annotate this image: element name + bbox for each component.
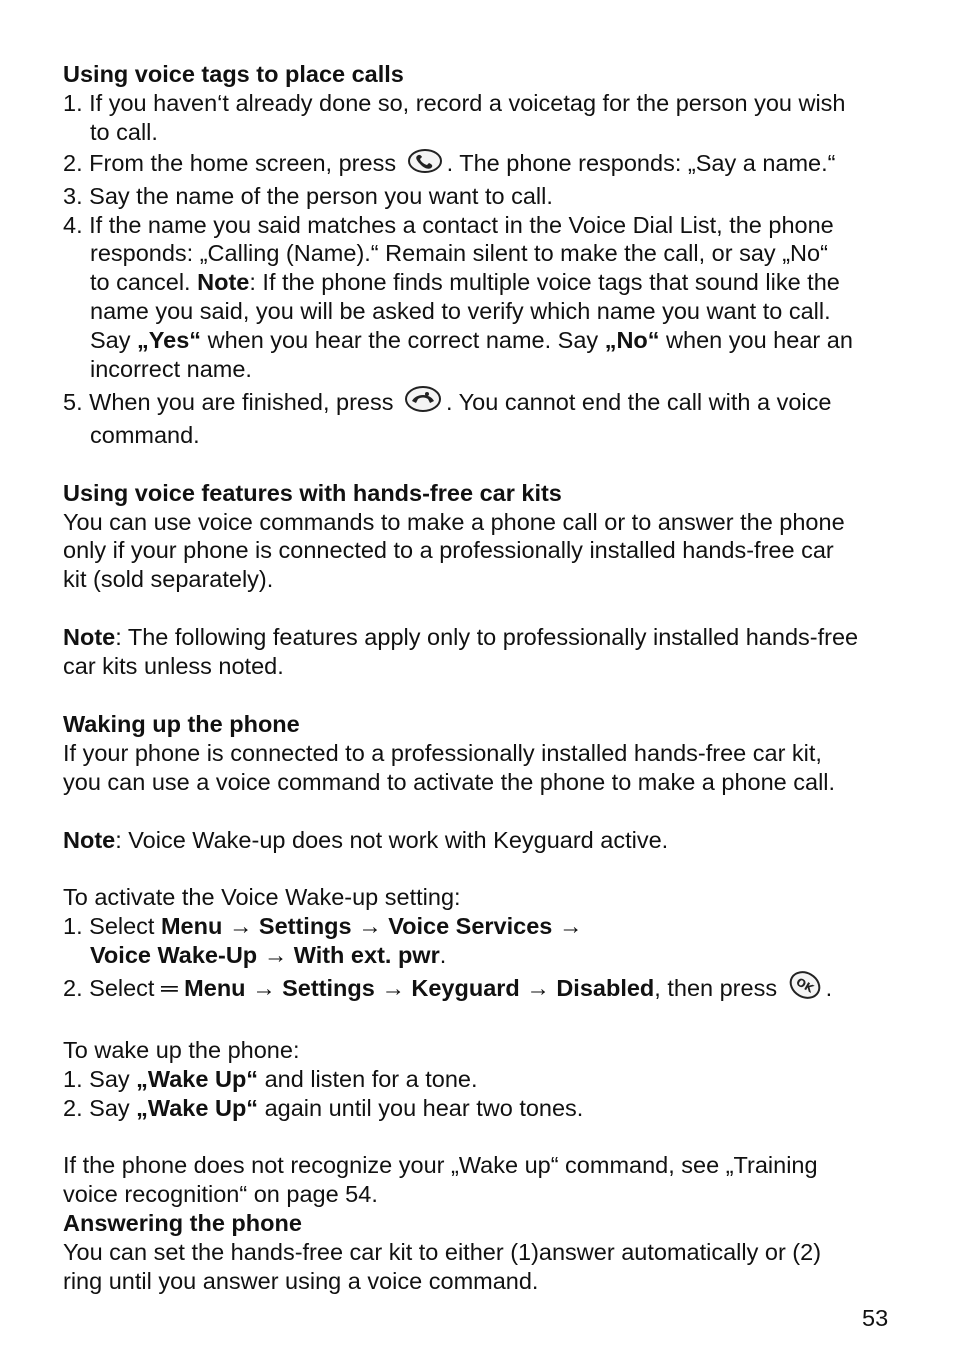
list-item: 4. If the name you said matches a contact in the Voice Dial List, the phone bbox=[63, 211, 834, 238]
page-number: 53 bbox=[862, 1305, 889, 1331]
list-item: 1. Select Menu → Settings → Voice Services → bbox=[63, 913, 583, 940]
list-item: 1. If you haven‘t already done so, record a voicetag for the person you wish bbox=[63, 89, 846, 116]
list-item: 2. From the home screen, press . The phone responds: „Say a name.“ bbox=[63, 147, 893, 182]
section-heading-waking: Waking up the phone bbox=[63, 710, 300, 737]
section-heading-voice-tags: Using voice tags to place calls bbox=[63, 61, 404, 87]
list-item-continuation: name you said, you will be asked to verify which name you want to call. bbox=[90, 298, 831, 325]
list-item-continuation: to call. bbox=[90, 118, 158, 145]
list-item: 3. Say the name of the person you want to call. bbox=[63, 182, 553, 209]
section-heading-car-kits: Using voice features with hands-free car kits bbox=[63, 479, 562, 506]
list-item-continuation: responds: „Calling (Name).“ Remain silent to make the call, or say „No“ bbox=[90, 240, 828, 267]
svg-text:OK: OK bbox=[793, 975, 816, 996]
paragraph-line: If the phone does not recognize your „Wake up“ command, see „Training bbox=[63, 1152, 818, 1179]
paragraph-line: only if your phone is connected to a professionally installed hands-free car bbox=[63, 537, 834, 564]
paragraph-line: If your phone is connected to a professionally installed hands-free car kit, bbox=[63, 739, 822, 766]
paragraph-line: To wake up the phone: bbox=[63, 1036, 300, 1063]
paragraph-line: ring until you answer using a voice command. bbox=[63, 1268, 539, 1295]
paragraph-line: You can use voice commands to make a phone call or to answer the phone bbox=[63, 508, 845, 535]
manual-page bbox=[63, 60, 893, 1296]
note-line: Note: Voice Wake-up does not work with Keyguard active. bbox=[63, 826, 669, 853]
ok-key-icon bbox=[787, 970, 823, 1007]
end-key-icon bbox=[403, 384, 443, 421]
list-item: 5. When you are finished, press . You cannot end the call with a voice bbox=[63, 384, 893, 421]
section-heading-answering: Answering the phone bbox=[63, 1210, 302, 1237]
list-item-continuation: command. bbox=[90, 421, 200, 448]
paragraph-line: kit (sold separately). bbox=[63, 566, 274, 593]
send-key-icon bbox=[406, 147, 444, 182]
list-item: 2. Select ═ Menu → Settings → Keyguard → Disabled, then press OK . bbox=[63, 970, 893, 1007]
note-line: Note: The following features apply only to professionally installed hands-free bbox=[63, 624, 859, 651]
list-item-continuation: Say „Yes“ when you hear the correct name. Say „No“ when you hear an bbox=[90, 327, 853, 354]
paragraph-line: To activate the Voice Wake-up setting: bbox=[63, 884, 461, 911]
note-line: car kits unless noted. bbox=[63, 653, 284, 680]
list-item-continuation: incorrect name. bbox=[90, 356, 252, 383]
list-item: 1. Say „Wake Up“ and listen for a tone. bbox=[63, 1065, 478, 1092]
list-item-continuation: to cancel. Note: If the phone finds multiple voice tags that sound like the bbox=[90, 269, 840, 296]
list-item: 2. Say „Wake Up“ again until you hear two tones. bbox=[63, 1094, 584, 1121]
paragraph-line: You can set the hands-free car kit to either (1)answer automatically or (2) bbox=[63, 1239, 822, 1266]
paragraph-line: voice recognition“ on page 54. bbox=[63, 1181, 378, 1208]
list-item-continuation: Voice Wake-Up → With ext. pwr. bbox=[90, 942, 447, 969]
paragraph-line: you can use a voice command to activate the phone to make a phone call. bbox=[63, 768, 836, 795]
